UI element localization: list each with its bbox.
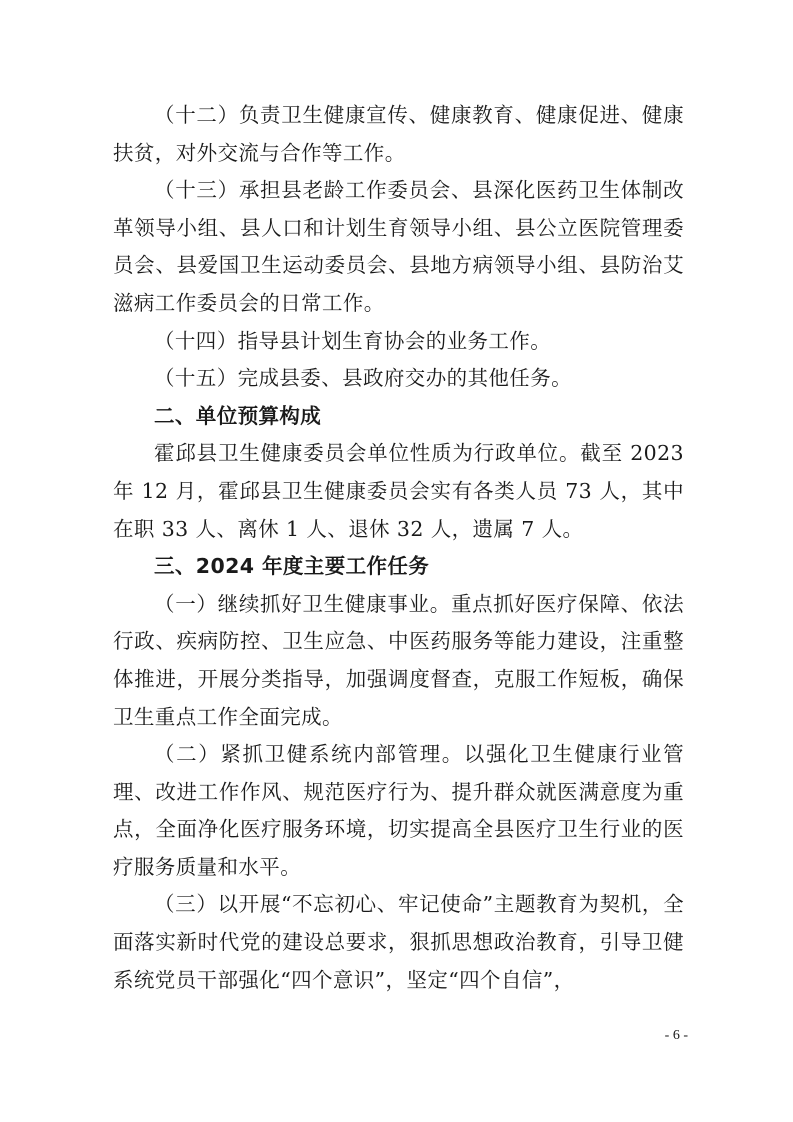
item-12-paragraph: （十二）负责卫生健康宣传、健康教育、健康促进、健康扶贫，对外交流与合作等工作。 xyxy=(113,103,684,165)
task-3-paragraph: （三）以开展“不忘初心、牢记使命”主题教育为契机，全面落实新时代党的建设总要求，狠抓思想政治教育，引导卫健系统党员干部强化“四个意识”，坚定“四个自信”， xyxy=(113,892,684,992)
task-2-paragraph: （二）紧抓卫健系统内部管理。以强化卫生健康行业管理、改进工作作风、规范医疗行为、提升群众就医满意度为重点，全面净化医疗服务环境，切实提高全县医疗卫生行业的医疗服务质量和水平。 xyxy=(113,742,684,879)
page-number: - 6 - xyxy=(664,1028,688,1043)
budget-composition-paragraph: 霍邱县卫生健康委员会单位性质为行政单位。截至 2023 年 12 月，霍邱县卫生健康委员会实有各类人员 73 人，其中在职 33 人、离休 1 人、退休 32 人，遗属 7 人。 xyxy=(113,441,684,541)
item-14-paragraph: （十四）指导县计划生育协会的业务工作。 xyxy=(154,328,552,353)
item-13-paragraph: （十三）承担县老龄工作委员会、县深化医药卫生体制改革领导小组、县人口和计划生育领导小组、县公立医院管理委员会、县爱国卫生运动委员会、县地方病领导小组、县防治艾滋病工作委员会的日常工作。 xyxy=(113,178,684,315)
section-2-heading: 二、单位预算构成 xyxy=(154,403,322,428)
document-body xyxy=(113,97,684,999)
section-3-heading: 三、2024 年度主要工作任务 xyxy=(154,554,430,579)
task-1-paragraph: （一）继续抓好卫生健康事业。重点抓好医疗保障、依法行政、疾病防控、卫生应急、中医药服务等能力建设，注重整体推进，开展分类指导，加强调度督查，克服工作短板，确保卫生重点工作全面完成。 xyxy=(113,591,684,729)
item-15-paragraph: （十五）完成县委、县政府交办的其他任务。 xyxy=(154,366,572,391)
